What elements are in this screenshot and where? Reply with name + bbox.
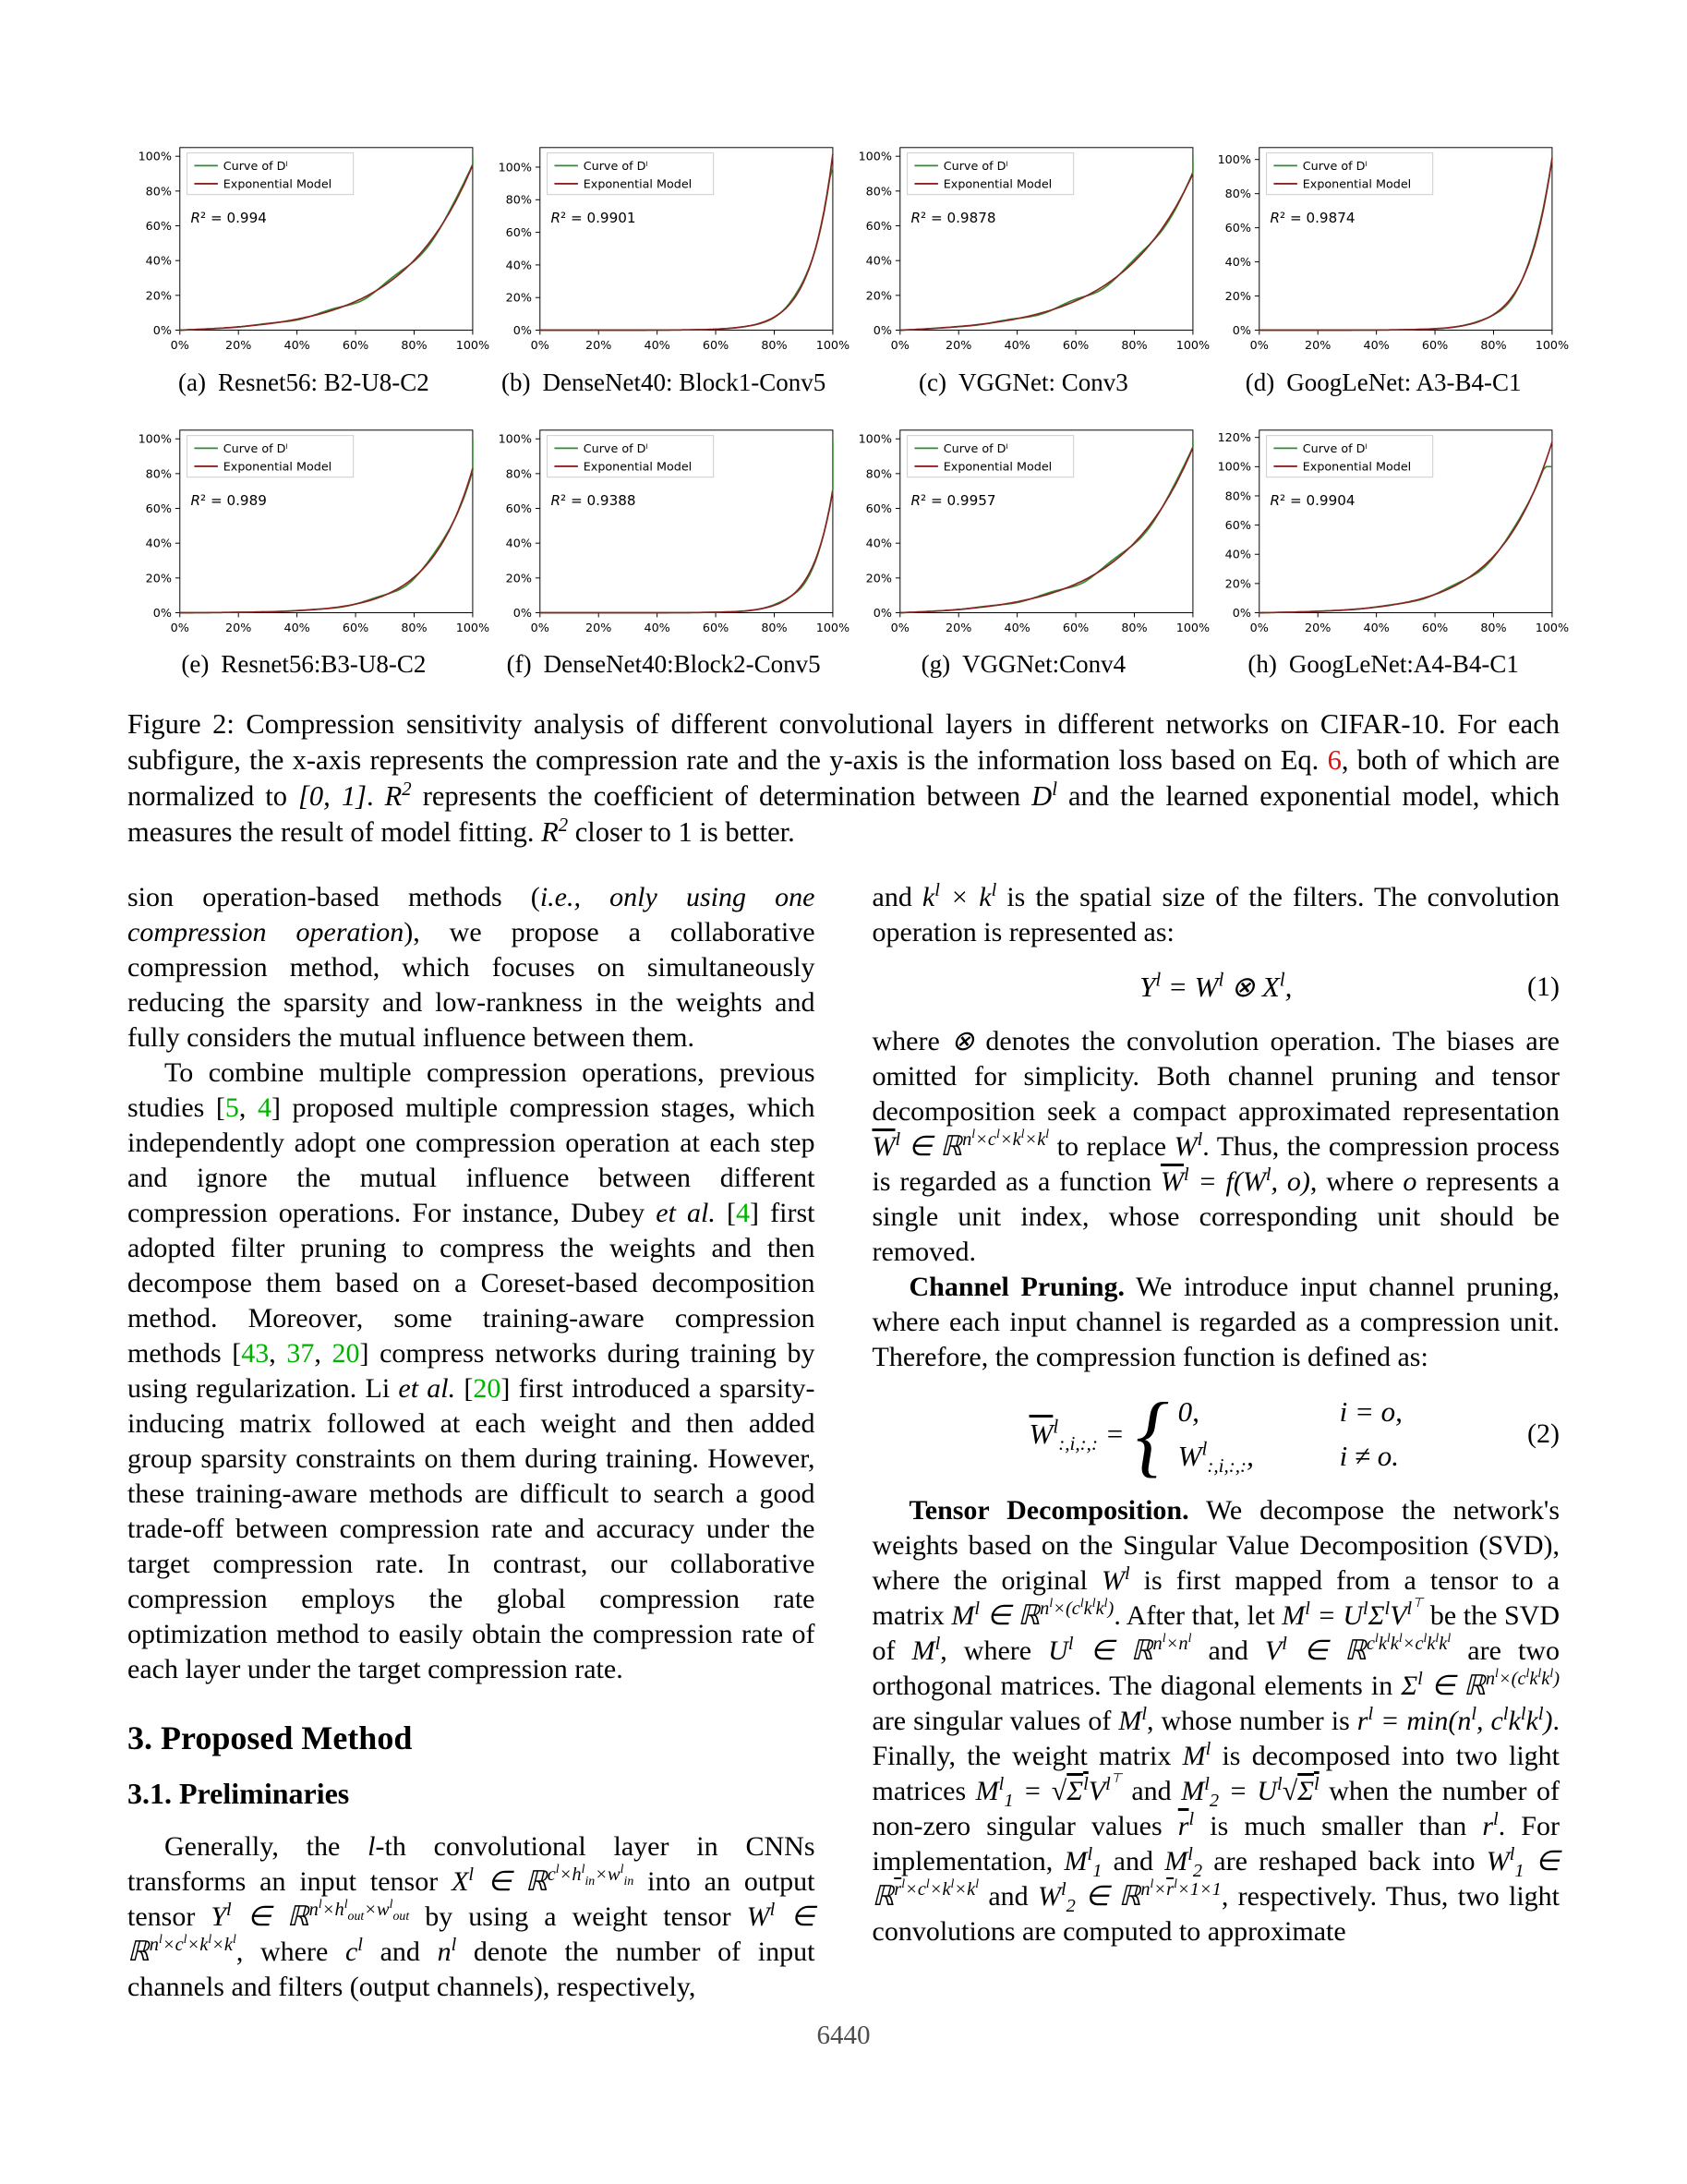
text-segment: are reshaped back into [1202,1846,1487,1877]
subfigure-label: (h) [1247,650,1277,679]
text-segment: $M^l_1$ [1064,1844,1103,1882]
svg-text:20%: 20% [505,570,532,585]
svg-text:0%: 0% [890,620,910,634]
svg-text:20%: 20% [145,288,172,303]
text-segment: $\Sigma^l$ ∈ ℝ$^{n^l\times(c^lk^lk^l)}$ [1401,1667,1560,1702]
svg-text:60%: 60% [1422,338,1449,353]
text-segment: is much smaller than [1194,1811,1483,1842]
text-segment: , where [940,1635,1049,1667]
subfigure-g [848,421,1210,680]
svg-text:60%: 60% [342,338,369,353]
text-segment: $M^l_1 = √\Sigma^lV^{l^⊤}$ [975,1772,1122,1812]
chart-e-canvas [127,421,490,647]
subfigure-d [1207,139,1570,397]
subfigure-label: (d) [1245,368,1275,396]
svg-text:100%: 100% [138,431,172,446]
svg-text:80%: 80% [1224,187,1252,201]
svg-text:Curve of Dˡ: Curve of Dˡ [1303,440,1368,455]
svg-text:100%: 100% [1535,338,1570,353]
svg-text:Curve of Dˡ: Curve of Dˡ [583,158,648,173]
svg-text:60%: 60% [702,338,729,353]
svg-text:100%: 100% [815,338,850,353]
svg-text:100%: 100% [1175,620,1210,634]
svg-text:60%: 60% [505,501,532,515]
svg-text:40%: 40% [505,536,532,550]
subfigure-label: (c) [919,368,946,396]
svg-text:0%: 0% [530,620,549,634]
text-segment: , both of which are normalized to [127,744,1560,813]
svg-text:80%: 80% [505,465,532,480]
equation-1-body: $Y^l = W^l$ ⊗ $X^l$, [1139,969,1293,1004]
svg-text:Curve of Dˡ: Curve of Dˡ [223,440,288,455]
text-segment: ] compress networks during training by using regularization. Li [127,1338,815,1405]
svg-text:80%: 80% [1224,489,1252,503]
svg-text:R² = 0.9878: R² = 0.9878 [910,210,996,227]
subfigure-title: DenseNet40:Block2-Conv5 [543,650,821,679]
svg-text:60%: 60% [1422,620,1449,634]
subfigure-f [488,421,850,680]
svg-text:80%: 80% [761,620,788,634]
svg-text:R² = 0.9874: R² = 0.9874 [1270,210,1356,227]
svg-text:20%: 20% [584,620,612,634]
text-segment: $r^l$ [1482,1809,1499,1842]
text-segment: denote the number of input channels and filters (output channels), respectively, [127,1937,815,2003]
text-segment: et al. [656,1198,716,1229]
text-segment: $W^l$ ∈ ℝ$^{n^l\times c^l\times k^l\times k^l}$ [127,1900,815,1968]
svg-text:80%: 80% [401,620,428,634]
svg-text:100%: 100% [1217,459,1252,474]
text-segment: $M^l$ [1182,1739,1211,1772]
text-segment: , [314,1338,332,1370]
text-segment: [ [455,1373,474,1405]
chart-g-canvas [848,421,1210,647]
text-segment: o [1403,1166,1417,1198]
page-number: 6440 [816,2021,871,2050]
svg-text:20%: 20% [1305,620,1332,634]
text-segment: $r^l = \min(n^l$, $c^lk^lk^l$) [1356,1704,1553,1737]
svg-text:20%: 20% [1224,575,1252,590]
svg-text:20%: 20% [505,290,532,305]
text-segment: . Finally, the weight matrix [872,1706,1560,1772]
text-segment: , [269,1338,287,1370]
text-segment: $X^l$ ∈ ℝ$^{c^l\times h^l_{in}\times w^l_{in}}$ [452,1863,634,1898]
text-segment: Figure 2: Compression sensitivity analysis of different convolutional layers in different networks on CIFAR-10. For each subfigure, the x-axis represents the compression rate and the y-axis is the information loss based on Eq. [127,708,1560,777]
svg-text:20%: 20% [865,288,892,303]
text-segment: et al. [398,1373,456,1405]
text-segment: $W^l_2$ ∈ ℝ$^{n^l\times\overline{r}^l\times 1\times 1}$ [1037,1877,1222,1917]
figure-2 [127,139,1570,851]
subfigure-b [488,139,850,397]
svg-text:60%: 60% [505,224,532,239]
svg-text:80%: 80% [761,338,788,353]
left-column [127,880,815,2005]
svg-text:100%: 100% [455,620,490,634]
svg-text:80%: 80% [1480,338,1507,353]
svg-text:Exponential Model: Exponential Model [1303,459,1412,474]
chart-d-canvas [1207,139,1570,365]
citation-link[interactable]: 20 [473,1373,501,1405]
svg-text:40%: 40% [1224,547,1252,561]
svg-text:80%: 80% [1120,338,1148,353]
figure-2-caption [127,706,1560,851]
equation-1 [873,969,1560,1006]
svg-text:40%: 40% [1003,620,1030,634]
text-segment: $M^l$ ∈ ℝ$^{n^l\times(c^lk^lk^l)}$ [951,1597,1115,1632]
text-segment: $\overline{W}^l = f(W^l$, o) [1160,1164,1310,1198]
text-segment: $\overline{r}^l$ [1177,1809,1195,1842]
svg-text:Exponential Model: Exponential Model [1303,176,1412,191]
subfigure-title: DenseNet40: Block1-Conv5 [542,368,826,396]
text-segment: denotes the convolution operation. The biases are omitted for simplicity. Both channel pruning and tensor decomposition seek a compact approximated representation [872,1026,1560,1128]
svg-text:0%: 0% [530,338,549,353]
text-segment: , where [235,1937,345,1968]
subfigure-e-caption [127,650,480,679]
svg-text:100%: 100% [815,620,850,634]
text-segment: ] first adopted filter pruning to compress the weights and then decompose them based on a Coreset-based decomposition method. Moreover, some training-aware compression methods [ [127,1198,815,1370]
paragraph [873,1493,1560,1949]
svg-text:0%: 0% [1249,620,1270,634]
svg-text:40%: 40% [865,536,892,550]
body-columns [127,880,1560,2005]
svg-text:Exponential Model: Exponential Model [943,459,1052,474]
svg-text:Exponential Model: Exponential Model [583,459,692,474]
citation-link[interactable]: 43 [241,1338,270,1370]
text-segment: and [979,1881,1038,1913]
svg-text:Exponential Model: Exponential Model [223,459,332,474]
svg-text:100%: 100% [1535,620,1570,634]
text-segment: . After that, let [1114,1600,1283,1632]
text-segment: , respectively. Thus, two light convolutions are computed to approximate [872,1881,1560,1948]
svg-text:80%: 80% [401,338,428,353]
chart-a-canvas [127,139,490,365]
case-row [1178,1394,1403,1430]
text-segment: $M^l = U^l\Sigma^lV^{l^⊤}$ [1282,1597,1424,1632]
svg-text:0%: 0% [873,605,892,620]
text-segment: to replace [1049,1131,1175,1163]
subsection-heading-preliminaries: 3.1. Preliminaries [127,1777,350,1811]
svg-text:100%: 100% [455,338,490,353]
svg-text:20%: 20% [225,338,252,353]
figure-2-grid [127,139,1570,679]
svg-text:0%: 0% [152,322,172,337]
svg-text:60%: 60% [342,620,369,634]
text-segment: are two orthogonal matrices. The diagonal elements in [872,1635,1560,1702]
text-segment: We decompose the network's weights based on the Singular Value Decomposition (SVD), where the original [872,1495,1560,1597]
text-segment: $k^l \times k^l$ [922,880,997,913]
citation-link[interactable]: 5 [224,1092,239,1124]
equation-2-lhs: $\overline{W}^l_{:,i,:,:}$ = [1029,1416,1125,1455]
paragraph [127,1829,815,2005]
case-row [1177,1438,1403,1478]
text-segment: sion operation-based methods ( [127,882,540,913]
svg-text:40%: 40% [283,338,310,353]
text-segment: $R^2$ [541,815,569,849]
svg-text:R² = 0.9904: R² = 0.9904 [1270,491,1356,509]
text-segment: Channel Pruning. [909,1272,1126,1303]
text-segment: by using a weight tensor [409,1901,747,1933]
svg-text:80%: 80% [145,184,172,199]
svg-text:0%: 0% [1233,322,1252,337]
svg-text:R² = 0.994: R² = 0.994 [190,210,267,227]
text-segment: Tensor Decomposition. [909,1495,1189,1526]
text-segment: i.e., only using one compression operation [127,882,815,948]
case-condition: i = o, [1339,1395,1403,1429]
svg-text:60%: 60% [1224,517,1252,532]
svg-text:60%: 60% [865,218,892,233]
text-segment: represents the coefficient of determination between [411,780,1032,813]
case-value: $W^l_{:,i,:,:}$, [1177,1438,1254,1478]
svg-text:0%: 0% [152,605,172,620]
svg-text:20%: 20% [1305,338,1332,353]
equation-2-body [1029,1382,1403,1486]
svg-text:40%: 40% [283,620,310,634]
text-segment: closer to 1 is better. [568,816,795,849]
subfigure-e [127,421,490,680]
svg-text:100%: 100% [1217,152,1252,167]
text-segment: $\overline{W}^l$ ∈ ℝ$^{n^l\times c^l\times k^l\times k^l}$ [872,1128,1050,1163]
text-segment: represents a single unit index, whose corresponding unit should be removed. [872,1166,1560,1268]
citation-link[interactable]: 37 [286,1338,315,1370]
svg-text:60%: 60% [1062,620,1089,634]
text-segment: and the learned exponential model, which measures the result of model fitting. [127,780,1560,849]
subfigure-d-caption [1207,368,1560,397]
citation-link[interactable]: 4 [736,1198,751,1229]
svg-text:80%: 80% [865,184,892,199]
subfigure-title: VGGNet:Conv4 [962,650,1127,679]
svg-text:40%: 40% [644,620,670,634]
svg-text:80%: 80% [1480,620,1507,634]
text-segment: . Thus, the compression process is regarded as a function [872,1131,1560,1198]
svg-text:80%: 80% [145,465,172,480]
svg-text:60%: 60% [702,620,729,634]
text-segment: $U^l$ ∈ ℝ$^{n^l\times n^l}$ [1048,1632,1192,1667]
paragraph [873,880,1560,950]
svg-text:0%: 0% [170,338,189,353]
svg-text:Curve of Dˡ: Curve of Dˡ [943,158,1008,173]
svg-text:60%: 60% [1224,221,1252,235]
text-segment: is the spatial size of the filters. The convolution operation is represented as: [872,882,1560,948]
text-segment: ), we propose a collaborative compression method, which focuses on simultaneously reducing the sparsity and low-rankness in the weights and fully considers the mutual influence between them. [127,917,815,1054]
svg-text:R² = 0.9388: R² = 0.9388 [550,491,636,509]
text-segment: $Y^l$ ∈ ℝ$^{n^l\times h^l_{out}\times w^l_{out}}$ [211,1898,410,1933]
text-segment: $W^l_1$ ∈ ℝ$^{\overline{r}^l\times c^l\times k^l\times k^l}$ [872,1844,1560,1913]
paragraph [127,880,815,1056]
equation-ref-link[interactable]: 6 [1327,744,1342,777]
text-segment: ] first introduced a sparsity-inducing matrix followed at each weight and then added group sparsity constraints on them during training. However, these training-aware methods are difficult to search a good trade-off between compression rate and accuracy under the target compression rate. In contrast, our collaborative compression employs the global compression rate optimization method to easily obtain the compression rate of each layer under the target compression rate. [127,1373,815,1685]
svg-text:R² = 0.989: R² = 0.989 [190,491,267,509]
subfigure-title: Resnet56:B3-U8-C2 [221,650,427,679]
svg-text:R² = 0.9957: R² = 0.9957 [910,491,996,509]
svg-text:100%: 100% [498,160,532,175]
svg-text:0%: 0% [1233,605,1252,620]
text-segment: To combine multiple compression operations, previous studies [ [127,1057,815,1124]
text-segment: is decomposed into two light matrices [872,1741,1560,1807]
svg-text:120%: 120% [1217,429,1252,444]
subfigure-c-caption [848,368,1200,397]
text-segment: . For implementation, [872,1811,1560,1877]
svg-text:40%: 40% [145,536,172,550]
svg-text:Exponential Model: Exponential Model [583,176,692,191]
paragraph [873,1024,1560,1270]
text-segment: , [238,1092,258,1124]
cases-rows [1177,1394,1403,1478]
text-segment: $D^l$ [1031,779,1057,813]
equation-1-number: (1) [1527,971,1560,1003]
subfigure-title: GoogLeNet: A3-B4-C1 [1286,368,1522,396]
text-segment: $R^2$ [384,779,412,813]
svg-text:20%: 20% [865,570,892,585]
subfigure-label: (a) [178,368,206,396]
text-segment: $M^l$ [911,1634,941,1667]
svg-text:Curve of Dˡ: Curve of Dˡ [583,440,648,455]
svg-text:0%: 0% [512,605,532,620]
text-segment: . [366,780,385,813]
svg-text:80%: 80% [505,192,532,207]
case-condition: i ≠ o. [1339,1440,1400,1473]
svg-text:100%: 100% [138,149,172,163]
text-segment: $M^l_2$ [1164,1844,1203,1882]
svg-text:40%: 40% [644,338,670,353]
subfigure-title: VGGNet: Conv3 [958,368,1128,396]
svg-text:60%: 60% [145,501,172,515]
svg-text:40%: 40% [865,253,892,268]
svg-text:40%: 40% [145,253,172,268]
text-segment: and [1191,1635,1265,1667]
text-segment: $W^l$ [1101,1563,1130,1597]
text-segment: [0, 1] [298,780,367,813]
svg-text:Exponential Model: Exponential Model [223,176,332,191]
subfigure-label: (e) [181,650,210,679]
chart-h-canvas [1207,421,1570,647]
svg-text:Exponential Model: Exponential Model [943,176,1052,191]
equation-2-number: (2) [1527,1418,1560,1450]
text-segment: and [872,882,922,913]
citation-link[interactable]: 4 [257,1092,271,1124]
svg-text:Curve of Dˡ: Curve of Dˡ [943,440,1008,455]
text-segment: where [872,1026,951,1057]
svg-text:0%: 0% [873,322,892,337]
svg-text:20%: 20% [1224,288,1252,303]
text-segment: l [368,1831,376,1863]
subfigure-label: (b) [501,368,531,396]
text-segment: $M^l$ [1118,1704,1148,1737]
text-segment: are singular values of [872,1706,1119,1737]
svg-text:100%: 100% [858,149,892,163]
equation-2 [873,1382,1560,1486]
text-segment: and [1102,1846,1165,1877]
subfigure-a-caption [127,368,480,397]
section-heading-proposed-method: 3. Proposed Method [127,1719,413,1757]
chart-b-canvas [488,139,850,365]
cases-brace: { [1135,1382,1169,1486]
svg-text:20%: 20% [945,338,971,353]
chart-f-canvas [488,421,850,647]
svg-text:80%: 80% [1120,620,1148,634]
svg-text:0%: 0% [512,322,532,337]
case-value: 0, [1177,1395,1199,1429]
chart-c-canvas [848,139,1210,365]
text-segment: , where [1309,1166,1404,1198]
text-segment: We introduce input channel pruning, where each input channel is regarded as a compression unit. Therefore, the compression function is defined as: [872,1272,1560,1373]
citation-link[interactable]: 20 [331,1338,360,1370]
svg-text:0%: 0% [1249,338,1270,353]
svg-text:40%: 40% [1003,338,1030,353]
text-segment: and [1121,1776,1182,1807]
text-segment: ] proposed multiple compression stages, which independently adopt one compression operation at each step and ignore the mutual influence between different compression operations. For instance, Dubey [127,1092,815,1229]
text-segment: into an output tensor [127,1866,815,1933]
text-segment: be the SVD of [872,1600,1560,1667]
text-segment: [ [715,1198,737,1229]
subfigure-title: GoogLeNet:A4-B4-C1 [1288,650,1519,679]
text-segment: $c^l$ [344,1935,363,1968]
svg-text:0%: 0% [890,338,910,353]
text-segment: and [362,1937,438,1968]
text-segment: is first mapped from a tensor to a matrix [872,1565,1560,1632]
subfigure-g-caption [848,650,1200,679]
text-segment: $n^l$ [437,1935,457,1968]
svg-text:80%: 80% [865,465,892,480]
text-segment: $M^l_2 = U^l√\Sigma^l$ [1181,1774,1319,1812]
subfigure-f-caption [488,650,840,679]
svg-text:40%: 40% [505,258,532,272]
subfigure-a [127,139,490,397]
svg-text:40%: 40% [1363,620,1391,634]
svg-text:100%: 100% [858,431,892,446]
svg-text:R² = 0.9901: R² = 0.9901 [550,210,636,227]
subfigure-title: Resnet56: B2-U8-C2 [217,368,429,396]
text-segment: ⊗ [951,1026,975,1057]
svg-text:60%: 60% [1062,338,1089,353]
svg-text:20%: 20% [584,338,612,353]
subfigure-h-caption [1207,650,1560,679]
svg-text:Curve of Dˡ: Curve of Dˡ [1303,158,1368,173]
svg-text:20%: 20% [945,620,971,634]
text-segment: Generally, the [164,1831,368,1863]
svg-text:60%: 60% [865,501,892,515]
paragraph [127,1056,815,1687]
text-segment: $W^l$ [1174,1129,1203,1163]
subfigure-label: (g) [921,650,951,679]
text-segment: when the number of non-zero singular values [872,1776,1560,1842]
svg-text:40%: 40% [1363,338,1391,353]
subfigure-label: (f) [506,650,532,679]
subfigure-c [848,139,1210,397]
text-segment: , whose number is [1147,1706,1357,1737]
paragraph [873,1270,1560,1375]
right-column [873,880,1560,2005]
svg-text:0%: 0% [170,620,189,634]
subfigure-b-caption [488,368,840,397]
svg-text:Curve of Dˡ: Curve of Dˡ [223,158,288,173]
svg-text:60%: 60% [145,218,172,233]
svg-text:100%: 100% [1175,338,1210,353]
text-segment: -th convolutional layer in CNNs transforms an input tensor [127,1831,815,1898]
text-segment: $V^l$ ∈ ℝ$^{c^lk^lk^l\times c^lk^lk^l}$ [1264,1632,1452,1667]
svg-text:20%: 20% [225,620,252,634]
svg-text:100%: 100% [498,431,532,446]
subfigure-h [1207,421,1570,680]
svg-text:40%: 40% [1224,254,1252,269]
svg-text:20%: 20% [145,570,172,585]
